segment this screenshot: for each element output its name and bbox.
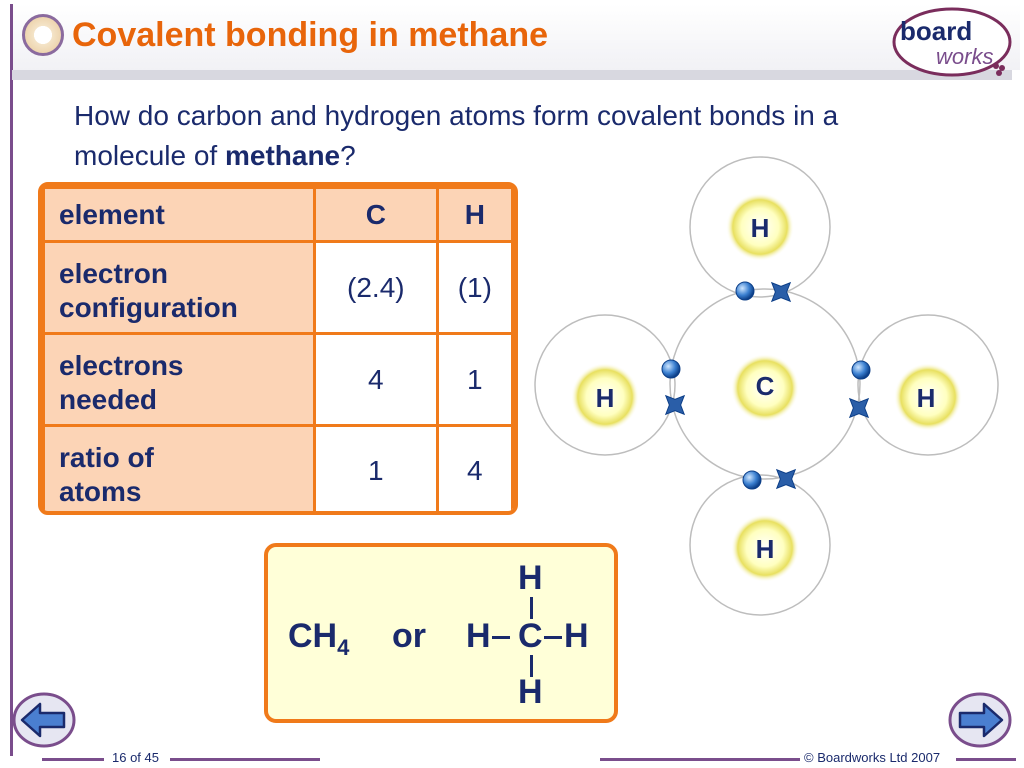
row-label-electron-configuration: electron configuration [44,242,315,334]
page-number: 16 of 45 [112,750,159,765]
electron-dot-bottom [743,471,761,489]
table-header-c: C [315,188,438,242]
logo-line2: works [936,44,994,69]
boardworks-logo [890,6,1016,78]
atom-h-left: H [595,383,615,413]
row-label-ratio: ratio of atoms [44,426,315,516]
back-arrow-button[interactable] [12,692,76,748]
cell-h-needed: 1 [437,334,512,426]
question-keyword: methane [224,140,341,171]
bond-right [544,636,562,639]
cell-h-ratio: 4 [437,426,512,516]
copyright-text: © Boardworks Ltd 2007 [804,750,941,765]
struct-h-right: H [564,617,589,655]
table-header-h: H [437,188,512,242]
logo-line1: board [900,16,973,46]
electron-cross-top [763,274,800,311]
table-header-element: element [44,188,315,242]
bond-left [492,636,510,639]
footer-rule-left [42,758,104,761]
cell-h-configuration: (1) [437,242,512,334]
struct-h-left: H [466,617,491,655]
topic-icon [22,14,64,56]
cell-c-ratio: 1 [315,426,438,516]
electron-dot-top [736,282,754,300]
footer-rule-mid2 [600,758,800,761]
struct-c: C [518,617,543,655]
footer-rule-right [956,758,1016,761]
molecular-formula: $CH_4$ [288,617,350,660]
atom-c: C [755,371,775,401]
header-rule [12,70,1012,80]
footer-rule-mid1 [170,758,320,761]
row-label-electrons-needed: electrons needed [44,334,315,426]
dot-cross-diagram [530,150,1024,630]
struct-h-top: H [518,559,543,597]
left-rule [10,4,13,756]
page-title: Covalent bonding in methane [72,16,549,54]
electron-dot-right [852,361,870,379]
element-table [38,182,518,515]
atom-h-top: H [750,213,770,243]
atom-h-right: H [916,383,936,413]
formula-or: or [392,617,426,655]
atom-h-bottom: H [755,534,775,564]
cell-c-needed: 4 [315,334,438,426]
cell-c-configuration: (2.4) [315,242,438,334]
question-text: How do carbon and hydrogen atoms form covalent bonds in a molecule of methane? [74,100,839,171]
electron-dot-left [662,360,680,378]
forward-arrow-button[interactable] [948,692,1012,748]
struct-h-bottom: H [518,673,543,711]
